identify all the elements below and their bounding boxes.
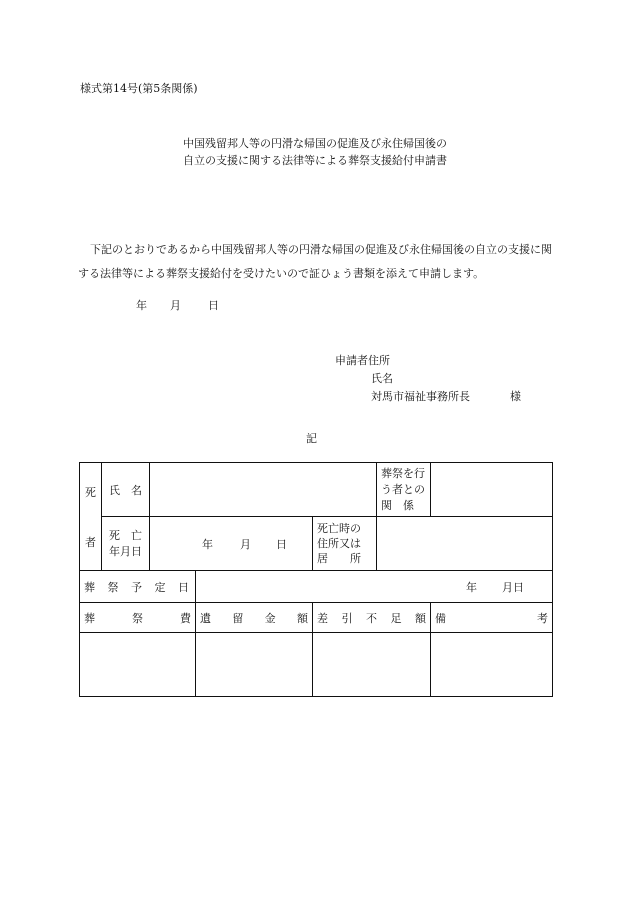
relation-label: 葬祭を行う者との関 係 xyxy=(381,466,425,512)
death-date-label-1: 死 亡 xyxy=(109,528,142,542)
relation-field[interactable] xyxy=(431,463,553,517)
death-month-label: 月 xyxy=(240,537,251,551)
title-line-1: 中国残留邦人等の円滑な帰国の促進及び永住帰国後の xyxy=(183,137,447,150)
relation-label-cell xyxy=(377,463,431,517)
ki-heading: 記 xyxy=(306,432,317,445)
name-label: 氏 名 xyxy=(109,483,142,497)
application-date xyxy=(136,297,219,313)
funeral-date-label-cell xyxy=(80,571,196,603)
column-header-shortfall xyxy=(313,603,431,633)
title-line-2: 自立の支援に関する法律等による葬祭支援給付申請書 xyxy=(183,154,447,167)
deceased-label-2: 者 xyxy=(85,535,96,549)
death-date-label-2: 年月日 xyxy=(109,544,142,558)
column-header-estate-amount xyxy=(196,603,313,633)
funeral-year-label: 年 xyxy=(466,580,477,594)
death-day-label: 日 xyxy=(276,537,287,551)
death-address-label-1: 死亡時の xyxy=(317,522,361,535)
remarks-label: 備考 xyxy=(435,611,548,625)
funeral-support-form-table xyxy=(79,462,553,697)
death-address-label-cell xyxy=(313,517,377,571)
date-year-label: 年 xyxy=(136,299,147,312)
applicant-name-label: 氏名 xyxy=(371,372,393,385)
name-field[interactable] xyxy=(150,463,377,517)
shortfall-field[interactable] xyxy=(313,633,431,697)
addressee: 対馬市福祉事務所長 xyxy=(371,390,470,403)
funeral-date-label: 葬祭予定日 xyxy=(84,580,189,594)
applicant-address-label: 申請者住所 xyxy=(335,354,390,367)
application-statement: 下記のとおりであるから中国残留邦人等の円滑な帰国の促進及び永住帰国後の自立の支援に関する法律等による葬祭支援給付を受けたいので証ひょう書類を添えて申請します。 xyxy=(78,243,552,280)
honorific: 様 xyxy=(510,390,521,403)
addressee-line xyxy=(335,388,521,406)
applicant-block xyxy=(335,352,521,406)
death-date-field[interactable] xyxy=(150,517,313,571)
column-header-remarks xyxy=(431,603,553,633)
funeral-cost-label: 葬祭費 xyxy=(84,611,191,625)
funeral-day-label: 日 xyxy=(513,580,524,594)
funeral-date-field[interactable] xyxy=(196,571,553,603)
death-date-label-cell xyxy=(102,517,150,571)
date-day-label: 日 xyxy=(208,299,219,312)
estate-amount-label: 遺留金額 xyxy=(200,611,308,625)
funeral-month-label: 月 xyxy=(502,580,513,594)
death-address-field[interactable] xyxy=(377,517,553,571)
deceased-label-1: 死 xyxy=(85,485,96,499)
deceased-label-cell xyxy=(80,463,102,571)
column-header-funeral-cost xyxy=(80,603,196,633)
funeral-cost-field[interactable] xyxy=(80,633,196,697)
estate-amount-field[interactable] xyxy=(196,633,313,697)
shortfall-label: 差引不足額 xyxy=(317,611,426,625)
death-address-label-3: 居 所 xyxy=(317,552,361,565)
form-number: 様式第14号(第5条関係) xyxy=(80,82,198,95)
name-label-cell xyxy=(102,463,150,517)
date-month-label: 月 xyxy=(170,299,181,312)
document-title xyxy=(0,135,630,169)
death-address-label-2: 住所又は xyxy=(317,537,361,550)
death-year-label: 年 xyxy=(202,537,213,551)
remarks-field[interactable] xyxy=(431,633,553,697)
